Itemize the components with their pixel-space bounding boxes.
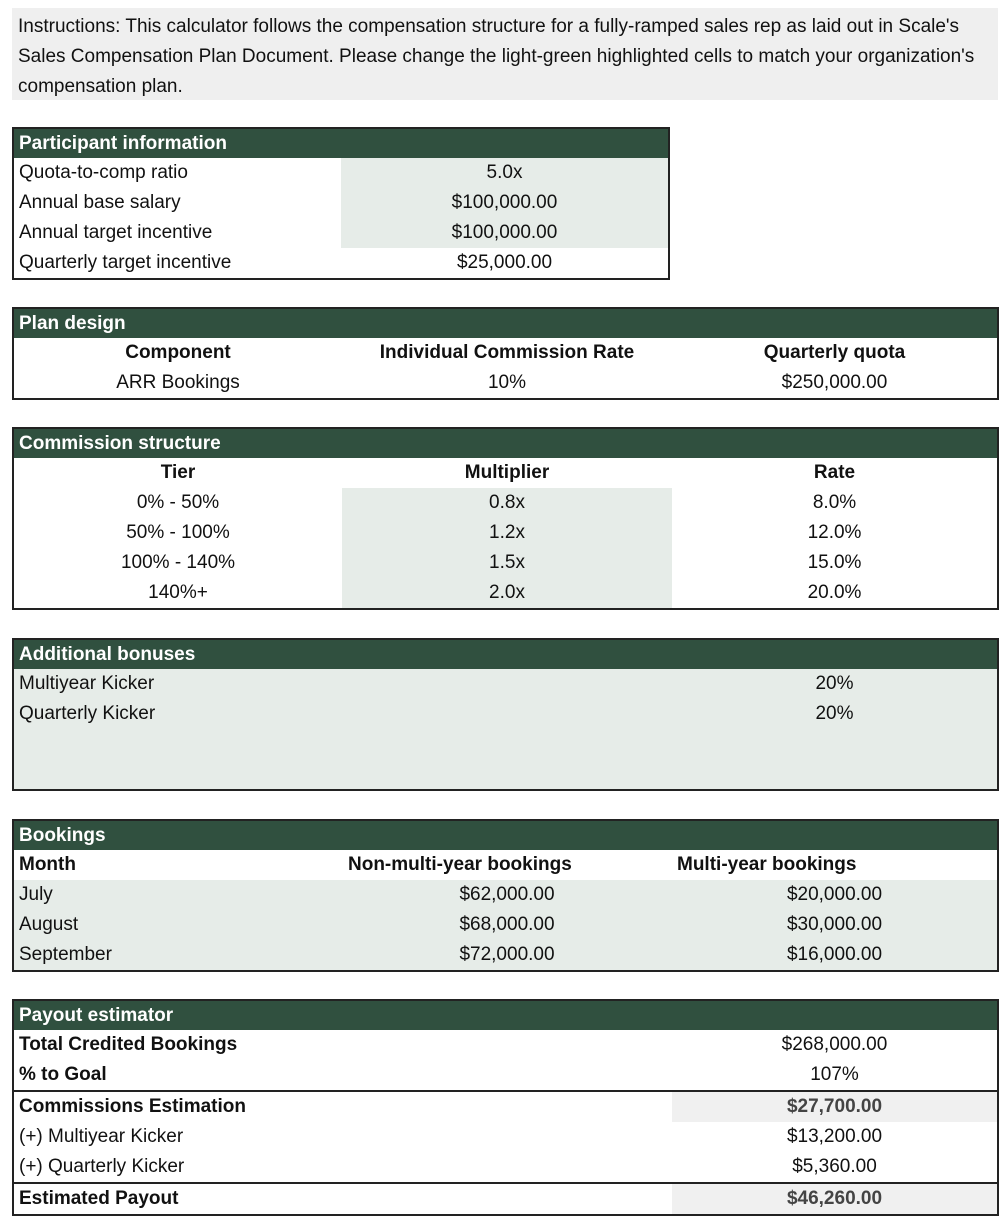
- month-cell[interactable]: September: [19, 944, 112, 965]
- label: Quarterly target incentive: [19, 252, 232, 273]
- commission-rate-cell[interactable]: 10%: [487, 372, 527, 393]
- column-header: Quarterly quota: [763, 342, 906, 363]
- rate-cell[interactable]: 8.0%: [812, 492, 857, 513]
- rate-cell[interactable]: 12.0%: [807, 522, 862, 543]
- label: Quota-to-comp ratio: [19, 162, 188, 183]
- label: Annual base salary: [19, 192, 181, 213]
- table-row: [14, 578, 997, 608]
- estimated-payout-value: $46,260.00: [672, 1184, 997, 1214]
- multiplier-cell[interactable]: 1.5x: [342, 548, 672, 578]
- non-multiyear-cell[interactable]: $72,000.00: [459, 944, 555, 965]
- column-header: Multi-year bookings: [677, 854, 857, 875]
- multiplier-cell[interactable]: 2.0x: [342, 578, 672, 608]
- label: (+) Multiyear Kicker: [19, 1126, 184, 1147]
- column-header: Month: [19, 854, 76, 875]
- section-header: Plan design: [14, 309, 997, 338]
- label: Estimated Payout: [19, 1188, 179, 1209]
- column-header: Rate: [813, 462, 856, 483]
- section-header: Participant information: [14, 129, 668, 158]
- multiyear-kicker-cell[interactable]: 20%: [815, 673, 854, 694]
- non-multiyear-cell[interactable]: $68,000.00: [459, 914, 555, 935]
- tier-cell[interactable]: 0% - 50%: [136, 492, 220, 513]
- base-salary-cell[interactable]: $100,000.00: [341, 188, 668, 218]
- multiyear-cell[interactable]: $30,000.00: [786, 914, 883, 935]
- multiplier-cell[interactable]: 0.8x: [342, 488, 672, 518]
- table-row: [14, 518, 997, 548]
- quarterly-kicker-value: $5,360.00: [792, 1156, 877, 1177]
- percent-to-goal-value: 107%: [810, 1064, 859, 1085]
- quota-to-comp-cell[interactable]: 5.0x: [341, 158, 668, 188]
- column-header: Multiplier: [464, 462, 550, 483]
- commission-structure-table: [12, 427, 999, 610]
- multiyear-kicker-value: $13,200.00: [786, 1126, 883, 1147]
- column-header: Component: [125, 342, 231, 363]
- tier-cell[interactable]: 140%+: [148, 582, 208, 603]
- tier-cell[interactable]: 50% - 100%: [126, 522, 230, 543]
- payout-estimator-table: [12, 999, 999, 1216]
- commissions-estimation-value: $27,700.00: [672, 1092, 997, 1122]
- section-header: Additional bonuses: [14, 640, 997, 669]
- label: % to Goal: [19, 1064, 107, 1085]
- table-row: [14, 548, 997, 578]
- label: Commissions Estimation: [19, 1096, 246, 1117]
- table-row: [14, 488, 997, 518]
- rate-cell[interactable]: 20.0%: [807, 582, 862, 603]
- quarterly-kicker-cell[interactable]: 20%: [815, 703, 854, 724]
- multiplier-cell[interactable]: 1.2x: [342, 518, 672, 548]
- label: Total Credited Bookings: [19, 1034, 238, 1055]
- section-header: Payout estimator: [14, 1001, 997, 1030]
- rate-cell[interactable]: 15.0%: [807, 552, 862, 573]
- label: (+) Quarterly Kicker: [19, 1156, 185, 1177]
- table-row: [14, 910, 997, 940]
- plan-design-table: [12, 307, 999, 400]
- bookings-table: [12, 819, 999, 972]
- column-header: Tier: [160, 462, 196, 483]
- multiyear-cell[interactable]: $16,000.00: [786, 944, 883, 965]
- label: Multiyear Kicker: [19, 673, 155, 694]
- section-header: Commission structure: [14, 429, 997, 458]
- table-row: [14, 940, 997, 970]
- month-cell[interactable]: August: [19, 914, 79, 935]
- instructions-text: Instructions: This calculator follows the compensation structure for a fully-ramped sales rep as laid out in Scale's Sales Compensation Plan Document. Please change the light-green highlighted cells to match your organization's compensation plan.: [12, 8, 998, 100]
- participant-information-table: [12, 127, 670, 280]
- tier-cell[interactable]: 100% - 140%: [120, 552, 236, 573]
- table-row: [14, 880, 997, 910]
- column-header: Individual Commission Rate: [379, 342, 635, 363]
- target-incentive-cell[interactable]: $100,000.00: [341, 218, 668, 248]
- multiyear-cell[interactable]: $20,000.00: [786, 884, 883, 905]
- quarterly-incentive-cell[interactable]: $25,000.00: [456, 252, 553, 273]
- quota-cell[interactable]: $250,000.00: [781, 372, 888, 393]
- non-multiyear-cell[interactable]: $62,000.00: [459, 884, 555, 905]
- component-cell[interactable]: ARR Bookings: [116, 372, 240, 393]
- label: Annual target incentive: [19, 222, 213, 243]
- section-header: Bookings: [14, 821, 997, 850]
- total-bookings-value: $268,000.00: [781, 1034, 888, 1055]
- column-header: Non-multi-year bookings: [348, 854, 572, 875]
- additional-bonuses-table: [12, 638, 999, 791]
- month-cell[interactable]: July: [19, 884, 53, 905]
- label: Quarterly Kicker: [19, 703, 156, 724]
